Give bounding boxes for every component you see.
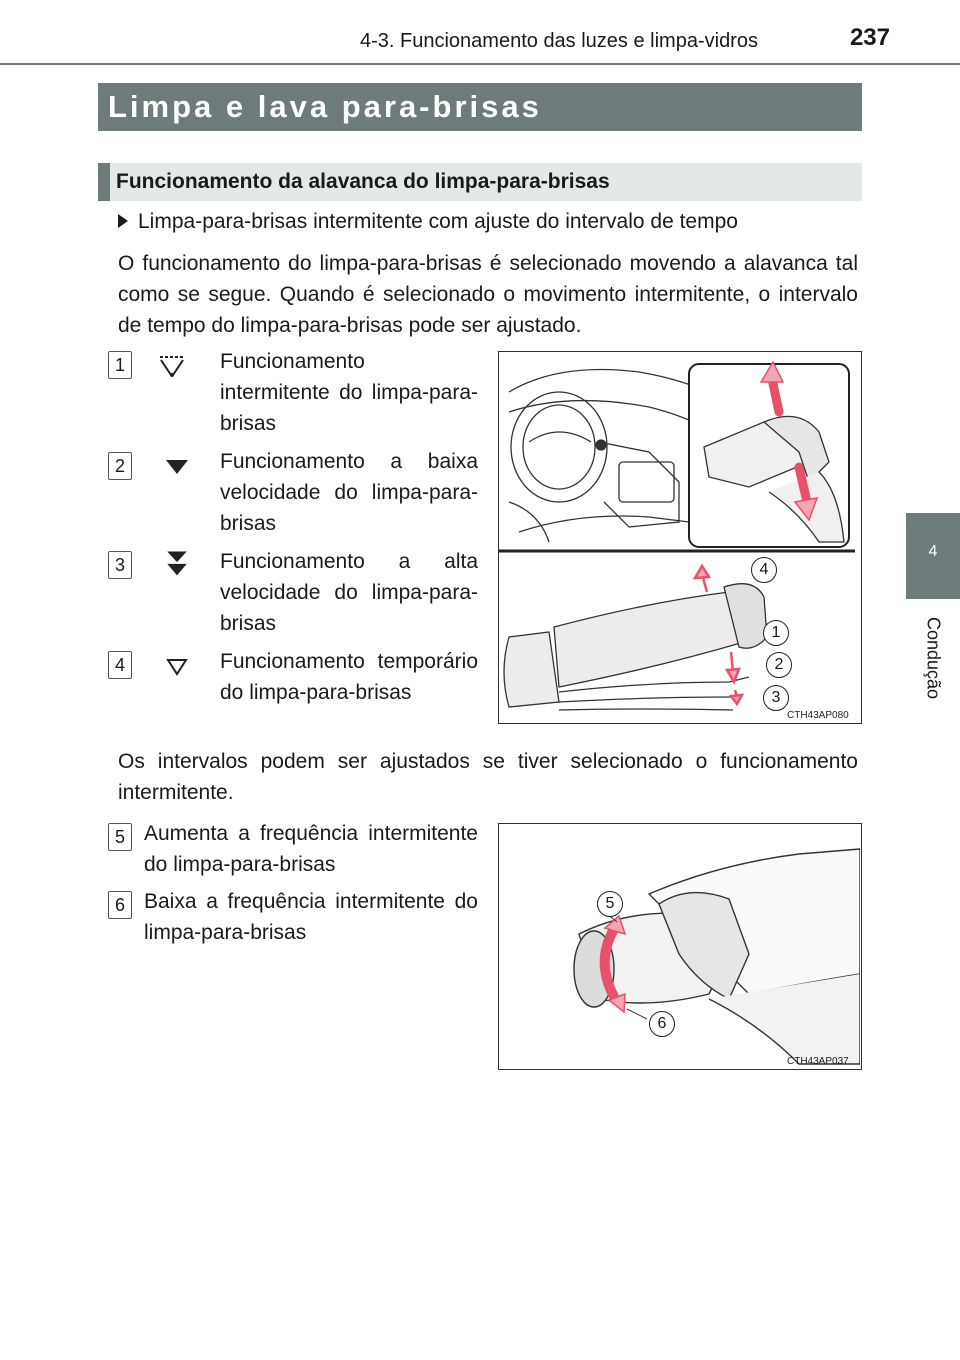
running-head: 4-3. Funcionamento das luzes e limpa-vidros — [360, 30, 758, 52]
wiper-lever-illustration — [499, 352, 860, 722]
mode-text: Funcionamento a alta velocidade do limpa-para-brisas — [220, 550, 478, 635]
chapter-title: Condução — [923, 616, 944, 700]
figure-wiper-lever — [498, 351, 862, 724]
adjust-number: 5 — [108, 823, 132, 851]
mode-text: Funcionamento temporário do limpa-para-brisas — [220, 650, 478, 704]
mode-number: 1 — [108, 351, 132, 379]
mode-number: 4 — [108, 651, 132, 679]
callout-6: 6 — [649, 1011, 675, 1037]
mode-number: 3 — [108, 551, 132, 579]
page-number: 237 — [849, 24, 890, 51]
bullet-text: Limpa-para-brisas intermitente com ajuste do intervalo de tempo — [138, 210, 738, 233]
header-rule — [0, 63, 960, 65]
callout-5: 5 — [597, 891, 623, 917]
bullet-heading — [118, 210, 858, 234]
section-title: Limpa e lava para-brisas — [98, 83, 862, 131]
callout-1: 1 — [763, 620, 789, 646]
callout-3: 3 — [763, 685, 789, 711]
chapter-tab[interactable] — [906, 513, 960, 599]
low-speed-wipe-icon — [162, 452, 192, 482]
subsection-title: Funcionamento da alavanca do limpa-para-brisas — [98, 163, 862, 201]
bullet-triangle-icon — [118, 214, 128, 228]
intro-paragraph: O funcionamento do limpa-para-brisas é selecionado movendo a alavanca tal como se segue. Quando é selecionado o movimento intermitente, o intervalo de tempo do limpa-para-brisas pode ser ajustado. — [118, 252, 858, 337]
mode-number: 2 — [108, 452, 132, 480]
adjust-number: 6 — [108, 891, 132, 919]
interval-paragraph: Os intervalos podem ser ajustados se tiver selecionado o funcionamento intermitente. — [118, 750, 858, 804]
intermittent-wipe-icon — [157, 349, 187, 379]
interval-ring-illustration — [499, 824, 860, 1068]
figure-code: CTH43AP037 — [787, 1056, 849, 1067]
mist-wipe-icon — [162, 652, 192, 682]
high-speed-wipe-icon — [162, 548, 192, 578]
chapter-number: 4 — [928, 543, 938, 560]
adjust-text: Baixa a frequência intermitente do limpa-para-brisas — [144, 890, 478, 944]
chapter-label — [906, 608, 960, 708]
callout-4: 4 — [751, 557, 777, 583]
mode-text: Funcionamento a baixa velocidade do limpa-para-brisas — [220, 450, 478, 535]
callout-2: 2 — [766, 652, 792, 678]
figure-interval-ring — [498, 823, 862, 1070]
adjust-text: Aumenta a frequência intermitente do limpa-para-brisas — [144, 822, 478, 876]
mode-text: Funcionamento intermitente do limpa-para-brisas — [220, 350, 478, 435]
figure-code: CTH43AP080 — [787, 710, 849, 721]
